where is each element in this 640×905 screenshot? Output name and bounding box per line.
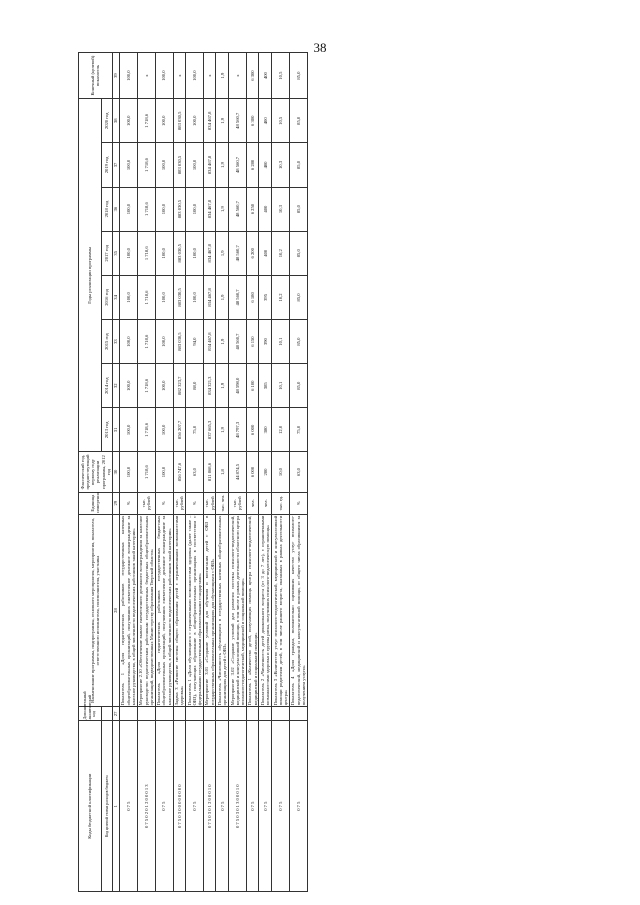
year-value-cell: 100,0 xyxy=(155,408,173,452)
year-value-cell: 100,0 xyxy=(155,99,173,143)
year-value-cell: 1 718,6 xyxy=(137,364,155,408)
code-cell: 0 7 5 xyxy=(216,721,229,892)
extra-code-cell xyxy=(289,707,307,721)
fact-cell: 1,8 xyxy=(216,452,229,492)
year-value-cell: 100,0 xyxy=(119,320,137,364)
row-name-cell: Задача 3 «Развитие системы общего образования детей с ограниченными возможностями здоровья» xyxy=(174,515,185,706)
year-value-cell: 100,0 xyxy=(119,231,137,275)
table-row xyxy=(155,53,173,892)
year-value-cell: 883 030,5 xyxy=(173,231,186,275)
year-value-cell: 85,0 xyxy=(289,187,307,231)
extra-code-cell xyxy=(173,707,186,721)
year-value-cell: 883 030,5 xyxy=(173,143,186,187)
unit-cell: % xyxy=(155,492,173,514)
page-number: 38 xyxy=(313,40,327,55)
table-row xyxy=(137,53,155,892)
unit-cell: % xyxy=(289,492,307,514)
column-number: 32 xyxy=(112,364,119,408)
unit-cell: тыс. ед. xyxy=(272,492,290,514)
column-number: 29 xyxy=(112,492,119,514)
year-value-cell: 100,0 xyxy=(155,320,173,364)
row-name-cell: Показатель 1 «Доля педагогических работников государственных казенных общеобразовательных организаций, получивших ежемесячное денежное вознаграждение за классное руководство, в общей численности педагогических работников такой категории» xyxy=(120,515,137,706)
year-value-cell: 6 000 xyxy=(246,408,259,452)
year-header: 2014 год xyxy=(101,364,112,408)
unit-cell: чел. xyxy=(259,492,272,514)
final-value-cell: 400 xyxy=(259,53,272,99)
year-value-cell: 75,0 xyxy=(186,408,204,452)
year-value-cell: 400 xyxy=(259,143,272,187)
year-header: 2017 год xyxy=(101,231,112,275)
unit-cell: чел. xyxy=(246,492,259,514)
year-value-cell: 6 300 xyxy=(246,99,259,143)
year-value-cell: 85,0 xyxy=(289,99,307,143)
year-value-cell: 48 560,7 xyxy=(229,143,247,187)
year-value-cell: 834 467,8 xyxy=(203,143,216,187)
table-row xyxy=(259,53,272,892)
year-value-cell: 85,0 xyxy=(289,143,307,187)
year-value-cell: 1,9 xyxy=(216,99,229,143)
code-cell: 0 7 5 xyxy=(246,721,259,892)
final-value-cell: х xyxy=(173,53,186,99)
year-value-cell: 883 030,5 xyxy=(173,320,186,364)
fact-cell: 100,0 xyxy=(155,452,173,492)
column-number: 31 xyxy=(112,408,119,452)
year-header: 2013 год xyxy=(101,408,112,452)
column-number: 1 xyxy=(112,721,119,892)
year-value-cell: 48 598,0 xyxy=(229,364,247,408)
code-cell: 0 7 5 xyxy=(259,721,272,892)
year-value-cell: 400 xyxy=(259,99,272,143)
unit-header: Единица измерения xyxy=(79,492,113,514)
year-value-cell: 1,9 xyxy=(216,364,229,408)
rotated-table xyxy=(78,52,548,892)
unit-cell: % xyxy=(186,492,204,514)
fact-cell: 856 747,6 xyxy=(173,452,186,492)
extra-code-cell xyxy=(119,707,137,721)
indicators-header: Код целевой статьи расходов бюджета xyxy=(101,721,112,892)
year-value-cell: 834 467,8 xyxy=(203,275,216,319)
year-value-cell: 10,1 xyxy=(272,320,290,364)
row-name-cell: Показатель «Доля педагогических работников государственных бюджетных общеобразовательных организаций, получивших ежемесячное денежное вознаграждение за классное руководство, в общей численности педагогических работников такой категории» xyxy=(156,515,172,706)
year-value-cell: 834 467,8 xyxy=(203,187,216,231)
unit-cell: % xyxy=(119,492,137,514)
year-header: 2019 год xyxy=(101,143,112,187)
extra-code-cell xyxy=(246,707,259,721)
table-row xyxy=(289,53,307,892)
table-row xyxy=(216,53,229,892)
year-value-cell: 85,0 xyxy=(289,364,307,408)
column-numbers-row xyxy=(112,53,119,892)
final-value-cell: х xyxy=(203,53,216,99)
row-name-cell: Мероприятие 2.10 «Обеспечение выплат ежемесячного денежного вознаграждения за классное руководство педагогическим работникам государственных бюджетных общеобразовательных организаций, подведомственных Министерству образования Тверской области» xyxy=(138,515,154,706)
year-value-cell: 400 xyxy=(259,187,272,231)
row-name-cell: Показатель 3 «Количество услуг психолого-педагогической, медицинской и консультативной помощи родителям детей, в том числе раннего возраста, оказанных в рамках деятельности центра» xyxy=(272,515,289,706)
final-value-cell: х xyxy=(137,53,155,99)
year-value-cell: 48 560,7 xyxy=(229,187,247,231)
header-row-1 xyxy=(79,53,102,892)
year-value-cell: 380 xyxy=(259,408,272,452)
extra-code-cell xyxy=(155,707,173,721)
table-row xyxy=(229,53,247,892)
year-value-cell: 100,0 xyxy=(186,99,204,143)
year-value-cell: 6 200 xyxy=(246,231,259,275)
year-value-cell: 100,0 xyxy=(119,99,137,143)
extra-code-cell xyxy=(229,707,247,721)
year-value-cell: 100,0 xyxy=(186,275,204,319)
final-value-cell: 10,5 xyxy=(272,53,290,99)
year-value-cell: 85,0 xyxy=(289,275,307,319)
fact-cell: 63,0 xyxy=(289,452,307,492)
year-value-cell: 1,9 xyxy=(216,275,229,319)
year-value-cell: 1,9 xyxy=(216,231,229,275)
year-value-cell: 10,2 xyxy=(272,231,290,275)
code-cell: 0 7 5 xyxy=(272,721,290,892)
row-name-cell: Показатель 2 «Численность детей дошкольного возраста (от 3 до 7 лет), с ограниченными возможностями здоровья и группы риска, получивших психолого-педагогическую помощь» xyxy=(259,515,271,706)
unit-cell: тыс. рублей xyxy=(229,492,247,514)
blank-header xyxy=(101,707,112,721)
code-cell: 0 7 5 0 3 0 1 2 0 0 0 1 0 xyxy=(203,721,216,892)
unit-cell: тыс. рублей xyxy=(137,492,155,514)
code-cell: 0 7 5 xyxy=(289,721,307,892)
year-value-cell: 390 xyxy=(259,320,272,364)
year-value-cell: 1 718,6 xyxy=(137,99,155,143)
year-value-cell: 395 xyxy=(259,275,272,319)
year-value-cell: 94,0 xyxy=(186,320,204,364)
extra-code-cell xyxy=(216,707,229,721)
column-number: 39 xyxy=(112,53,119,99)
table-row xyxy=(186,53,204,892)
year-value-cell: 100,0 xyxy=(155,231,173,275)
fact-cell: 811 868,6 xyxy=(203,452,216,492)
table-row xyxy=(173,53,186,892)
column-number: 36 xyxy=(112,187,119,231)
classification-header: Коды бюджетной классификации xyxy=(79,721,102,892)
year-value-cell: 400 xyxy=(259,231,272,275)
year-value-cell: 10,3 xyxy=(272,187,290,231)
column-number: 37 xyxy=(112,143,119,187)
final-header: Конечный (целевой) показатель xyxy=(79,53,113,99)
code-cell: 0 7 5 xyxy=(119,721,137,892)
year-value-cell: 1,9 xyxy=(216,408,229,452)
name-header: Наименование программы, подпрограммы, основного мероприятия, мероприятия, показателя, ответственного исполнителя, соисполнителя, участника xyxy=(79,514,113,707)
row-name-cell: Показатель 1 «Доля обучающихся с ограниченными возможностями здоровья (далее также – ОВЗ), получающих образование в общеобразовательных организациях в соответствии с федеральными государственными образовательными стандартами» xyxy=(186,515,203,706)
year-value-cell: 100,0 xyxy=(155,187,173,231)
year-value-cell: 100,0 xyxy=(119,275,137,319)
year-value-cell: 100,0 xyxy=(155,275,173,319)
fact-cell: 63,0 xyxy=(186,452,204,492)
table-row xyxy=(246,53,259,892)
year-value-cell: 6 250 xyxy=(246,187,259,231)
year-value-cell: 883 030,5 xyxy=(173,187,186,231)
year-value-cell: 1 718,6 xyxy=(137,320,155,364)
year-value-cell: 883 030,5 xyxy=(173,99,186,143)
year-value-cell: 6 100 xyxy=(246,364,259,408)
year-value-cell: 100,0 xyxy=(119,408,137,452)
year-value-cell: 48 797,3 xyxy=(229,408,247,452)
year-value-cell: 12,0 xyxy=(272,408,290,452)
year-value-cell: 100,0 xyxy=(186,143,204,187)
row-name-cell: Показатель «Численность обучающихся в государственных казенных общеобразовательных организациях для детей с ОВЗ» xyxy=(216,515,228,706)
year-value-cell: 10,2 xyxy=(272,275,290,319)
year-value-cell: 1 718,6 xyxy=(137,187,155,231)
code-cell: 0 7 5 0 2 0 1 2 0 0 0 1 3 xyxy=(137,721,155,892)
year-value-cell: 48 560,7 xyxy=(229,231,247,275)
row-name-cell: Мероприятие 3.01 «Создание условий для обучения и воспитания детей с ОВЗ в государственных образовательных организациях для обучающихся с ОВЗ» xyxy=(204,515,215,706)
year-value-cell: 1 718,6 xyxy=(137,231,155,275)
year-value-cell: 834 467,8 xyxy=(203,320,216,364)
year-value-cell: 1 718,6 xyxy=(137,408,155,452)
column-number: 30 xyxy=(112,452,119,492)
years-header: Годы реализации программы xyxy=(79,99,102,452)
code-cell: 0 7 5 xyxy=(186,721,204,892)
extra-analytical-header: Дополнительный аналитический код xyxy=(79,707,102,721)
year-header: 2016 год xyxy=(101,275,112,319)
year-value-cell: 6 180 xyxy=(246,275,259,319)
column-number: 33 xyxy=(112,320,119,364)
year-value-cell: 48 560,7 xyxy=(229,99,247,143)
final-value-cell: 6 300 xyxy=(246,53,259,99)
unit-cell: тыс. рублей xyxy=(173,492,186,514)
final-value-cell: 100,0 xyxy=(186,53,204,99)
year-value-cell: 10,3 xyxy=(272,143,290,187)
row-name-cell: Показатель 1 «Количество детей, получающих помощь центра психолого-педагогической, медицинской и социальной помощи» xyxy=(247,515,258,706)
rotated-table-frame xyxy=(78,52,548,892)
fact-header: Фактический год, предшествующий первому году реализации программы, 2012 год xyxy=(79,452,113,492)
row-name-cell: Показатель 4 «Доля граждан, положительно оценивших качество услуг психолого-педагогической, медицинской и консультативной помощи, от общего числа обратившихся за получением услуги» xyxy=(290,515,306,706)
year-value-cell: 834 321,3 xyxy=(203,364,216,408)
row-name-cell: Мероприятие 3.02 «Создание условий для развития системы психолого-педагогической, медицинской и консультативной помощи, в том числе в рамках деятельности областного центра психолого-педагогической, медицинской и социальной помощи» xyxy=(229,515,246,706)
year-value-cell: 100,0 xyxy=(186,231,204,275)
year-value-cell: 6 280 xyxy=(246,143,259,187)
code-cell: 0 7 5 xyxy=(155,721,173,892)
year-value-cell: 1,9 xyxy=(216,143,229,187)
code-cell: 0 7 5 0 3 0 0 0 0 0 0 0 0 xyxy=(173,721,186,892)
year-value-cell: 100,0 xyxy=(119,143,137,187)
extra-code-cell xyxy=(137,707,155,721)
fact-cell: 1 718,6 xyxy=(137,452,155,492)
final-value-cell: 1,9 xyxy=(216,53,229,99)
budget-program-table xyxy=(78,52,308,892)
year-value-cell: 48 560,7 xyxy=(229,320,247,364)
year-value-cell: 10,5 xyxy=(272,99,290,143)
year-value-cell: 856 207,7 xyxy=(173,408,186,452)
fact-cell: 280 xyxy=(259,452,272,492)
extra-code-cell xyxy=(186,707,204,721)
year-value-cell: 834 467,8 xyxy=(203,99,216,143)
unit-cell: тыс. рублей xyxy=(203,492,216,514)
column-number: 35 xyxy=(112,231,119,275)
year-value-cell: 75,0 xyxy=(289,408,307,452)
final-value-cell: 85,0 xyxy=(289,53,307,99)
year-value-cell: 100,0 xyxy=(119,187,137,231)
unit-cell: тыс. чел. xyxy=(216,492,229,514)
year-value-cell: 1 718,6 xyxy=(137,143,155,187)
year-value-cell: 100,0 xyxy=(186,187,204,231)
column-number: 38 xyxy=(112,99,119,143)
extra-code-cell xyxy=(272,707,290,721)
final-value-cell: х xyxy=(229,53,247,99)
column-number: 27 xyxy=(112,707,119,721)
extra-code-cell xyxy=(259,707,272,721)
column-number: 28 xyxy=(112,514,119,707)
year-header: 2020 год xyxy=(101,99,112,143)
code-cell: 0 7 5 0 3 0 1 3 0 0 0 1 0 xyxy=(229,721,247,892)
year-value-cell: 48 560,7 xyxy=(229,275,247,319)
year-value-cell: 883 030,5 xyxy=(173,275,186,319)
year-header: 2015 год xyxy=(101,320,112,364)
year-value-cell: 10,1 xyxy=(272,364,290,408)
table-row xyxy=(272,53,290,892)
year-value-cell: 85,0 xyxy=(289,320,307,364)
year-value-cell: 100,0 xyxy=(119,364,137,408)
year-value-cell: 100,0 xyxy=(155,364,173,408)
year-value-cell: 385 xyxy=(259,364,272,408)
table-row xyxy=(119,53,137,892)
year-value-cell: 6 150 xyxy=(246,320,259,364)
fact-cell: 44 874,5 xyxy=(229,452,247,492)
year-value-cell: 88,0 xyxy=(186,364,204,408)
column-number: 34 xyxy=(112,275,119,319)
year-value-cell: 834 467,8 xyxy=(203,231,216,275)
year-value-cell: 837 665,3 xyxy=(203,408,216,452)
fact-cell: 6 000 xyxy=(246,452,259,492)
extra-code-cell xyxy=(203,707,216,721)
final-value-cell: 100,0 xyxy=(119,53,137,99)
year-value-cell: 1 718,6 xyxy=(137,275,155,319)
year-value-cell: 100,0 xyxy=(155,143,173,187)
final-value-cell: 100,0 xyxy=(155,53,173,99)
year-value-cell: 85,0 xyxy=(289,231,307,275)
year-value-cell: 1,9 xyxy=(216,187,229,231)
table-body xyxy=(119,53,307,892)
year-value-cell: 882 323,7 xyxy=(173,364,186,408)
year-header: 2018 год xyxy=(101,187,112,231)
fact-cell: 10,0 xyxy=(272,452,290,492)
table-row xyxy=(203,53,216,892)
year-value-cell: 1,9 xyxy=(216,320,229,364)
fact-cell: 100,0 xyxy=(119,452,137,492)
